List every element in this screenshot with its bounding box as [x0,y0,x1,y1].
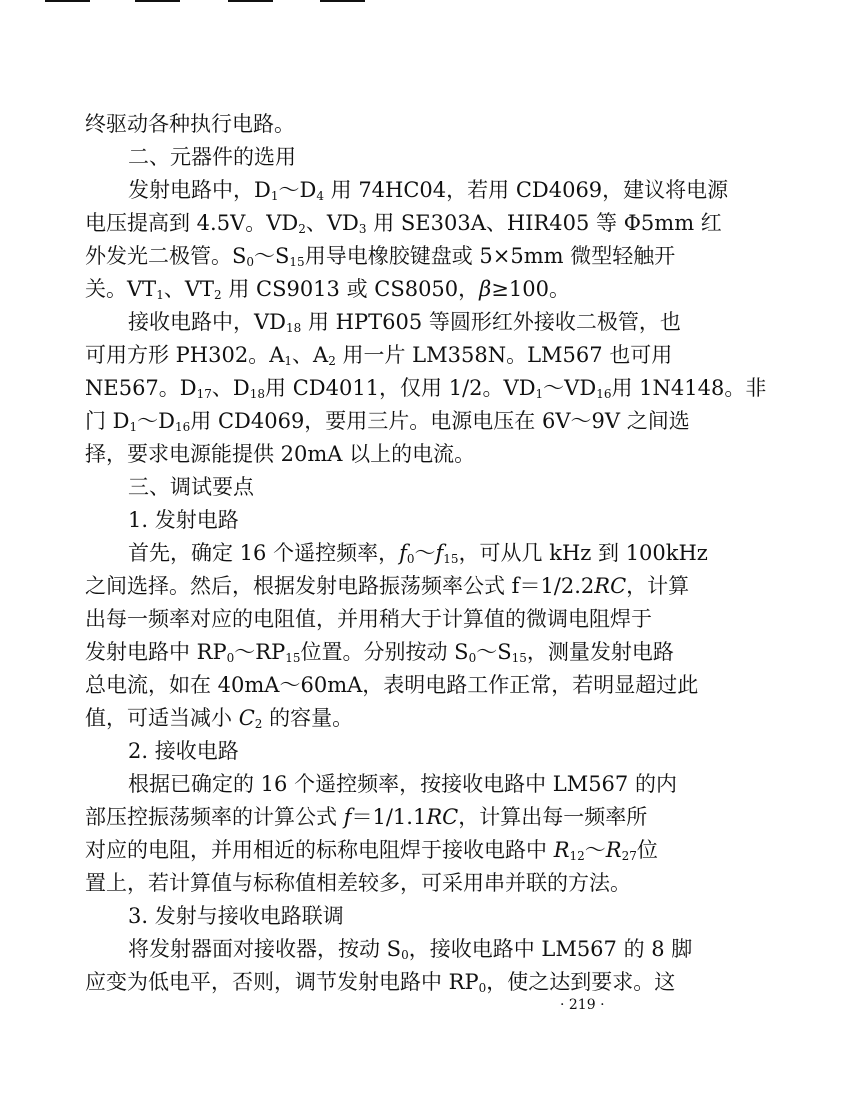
top-rule-2 [135,0,180,2]
text-line: 终驱动各种执行电路。 [85,112,295,136]
text-line: 外发光二极管。$S_0\sim S_{15}$用导电橡胶键盘或 5×5mm 微型轻触开 [85,244,676,269]
section-heading: 三、调试要点 [128,475,254,499]
text-line: 发射电路中 $RP_0\sim RP_{15}$位置。分别按动 $S_0\sim S_{15}$，测量发射电路 [85,640,674,665]
text-line: 择，要求电源能提供 20mA 以上的电流。 [85,442,476,466]
text-line: 之间选择。然后，根据发射电路振荡频率公式 f＝1/2.2RC，计算 [85,574,690,598]
text-line: 出每一频率对应的电阻值，并用稍大于计算值的微调电阻焊于 [85,607,652,631]
text-line: 总电流，如在 40mA～60mA，表明电路工作正常，若明显超过此 [85,673,699,697]
text-line: 首先，确定 16 个遥控频率，$f_0\sim f_{15}$，可从几 kHz 到 100kHz [128,541,708,566]
text-line: NE567。$D_{17}$、$D_{18}$用 CD4011，仅用 1/2。$VD_1\sim VD_{16}$用 1N4148。非 [85,376,767,401]
text-line: 可用方形 PH302。$A_1$、$A_2$ 用一片 LM358N。LM567 也可用 [85,343,673,368]
text-line: 应变为低电平，否则，调节发射电路中 $RP_0$，使之达到要求。这 [85,970,676,995]
top-rule-4 [320,0,365,2]
text-line: 值，可适当减小 $C_2$ 的容量。 [85,706,354,731]
text-line: 部压控振荡频率的计算公式 f＝1/1.1RC，计算出每一频率所 [85,805,648,829]
page-number: · 219 · [560,997,605,1013]
text-line: 关。$VT_1$、$VT_2$ 用 CS9013 或 CS8050，β≥100。 [85,277,570,302]
text-line: 对应的电阻，并用相近的标称电阻焊于接收电路中 $R_{12}\sim R_{27}$位 [85,838,658,863]
text-line: 将发射器面对接收器，按动 $S_0$，接收电路中 LM567 的 8 脚 [128,937,693,962]
top-rule-3 [228,0,273,2]
text-line: 电压提高到 4.5V。$VD_2$、$VD_3$ 用 SE303A、HIR405 等 Φ5mm 红 [85,211,722,236]
text-line: 接收电路中，$VD_{18}$ 用 HPT605 等圆形红外接收二极管，也 [128,310,681,335]
subsection-heading: 3. 发射与接收电路联调 [128,904,344,928]
text-line: 发射电路中，$D_1\sim D_4$ 用 74HC04，若用 CD4069，建议将电源 [128,178,729,203]
text-line: 根据已确定的 16 个遥控频率，按接收电路中 LM567 的内 [128,772,677,796]
text-line: 门 $D_1\sim D_{16}$用 CD4069，要用三片。电源电压在 6V～9V 之间选 [85,409,690,434]
subsection-heading: 1. 发射电路 [128,508,239,532]
section-heading: 二、元器件的选用 [128,145,296,169]
text-line: 置上，若计算值与标称值相差较多，可采用串并联的方法。 [85,871,631,895]
subsection-heading: 2. 接收电路 [128,739,239,763]
top-rule-1 [45,0,90,2]
